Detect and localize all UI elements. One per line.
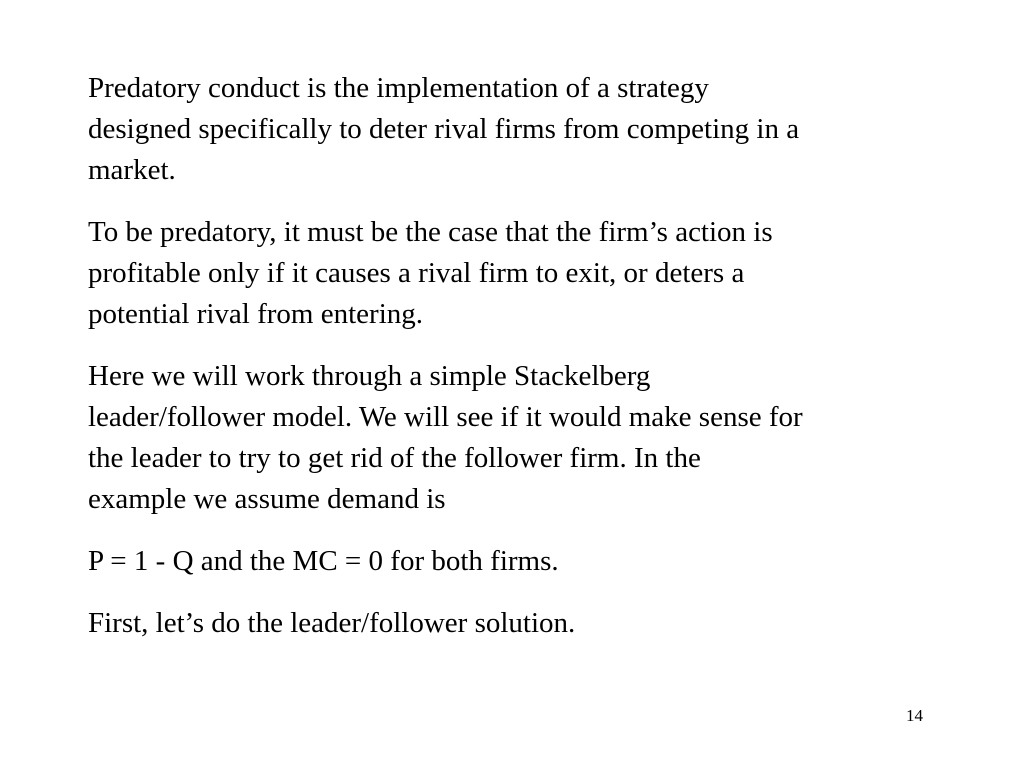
slide-body bbox=[88, 68, 948, 665]
paragraph-stackelberg-intro: Here we will work through a simple Stackelberg leader/follower model. We will see if it would make sense for the leader to try to get rid of the follower firm. In the example we assume demand is bbox=[88, 360, 803, 515]
paragraph-predatory-condition: To be predatory, it must be the case that the firm’s action is profitable only if it causes a rival firm to exit, or deters a potential rival from entering. bbox=[88, 216, 773, 330]
paragraph-predatory-definition: Predatory conduct is the implementation of a strategy designed specifically to deter rival firms from competing in a market. bbox=[88, 72, 800, 186]
page-number: 14 bbox=[906, 706, 923, 725]
paragraph-demand-equation: P = 1 - Q and the MC = 0 for both firms. bbox=[88, 545, 559, 577]
paragraph-first-step: First, let’s do the leader/follower solution. bbox=[88, 607, 576, 639]
